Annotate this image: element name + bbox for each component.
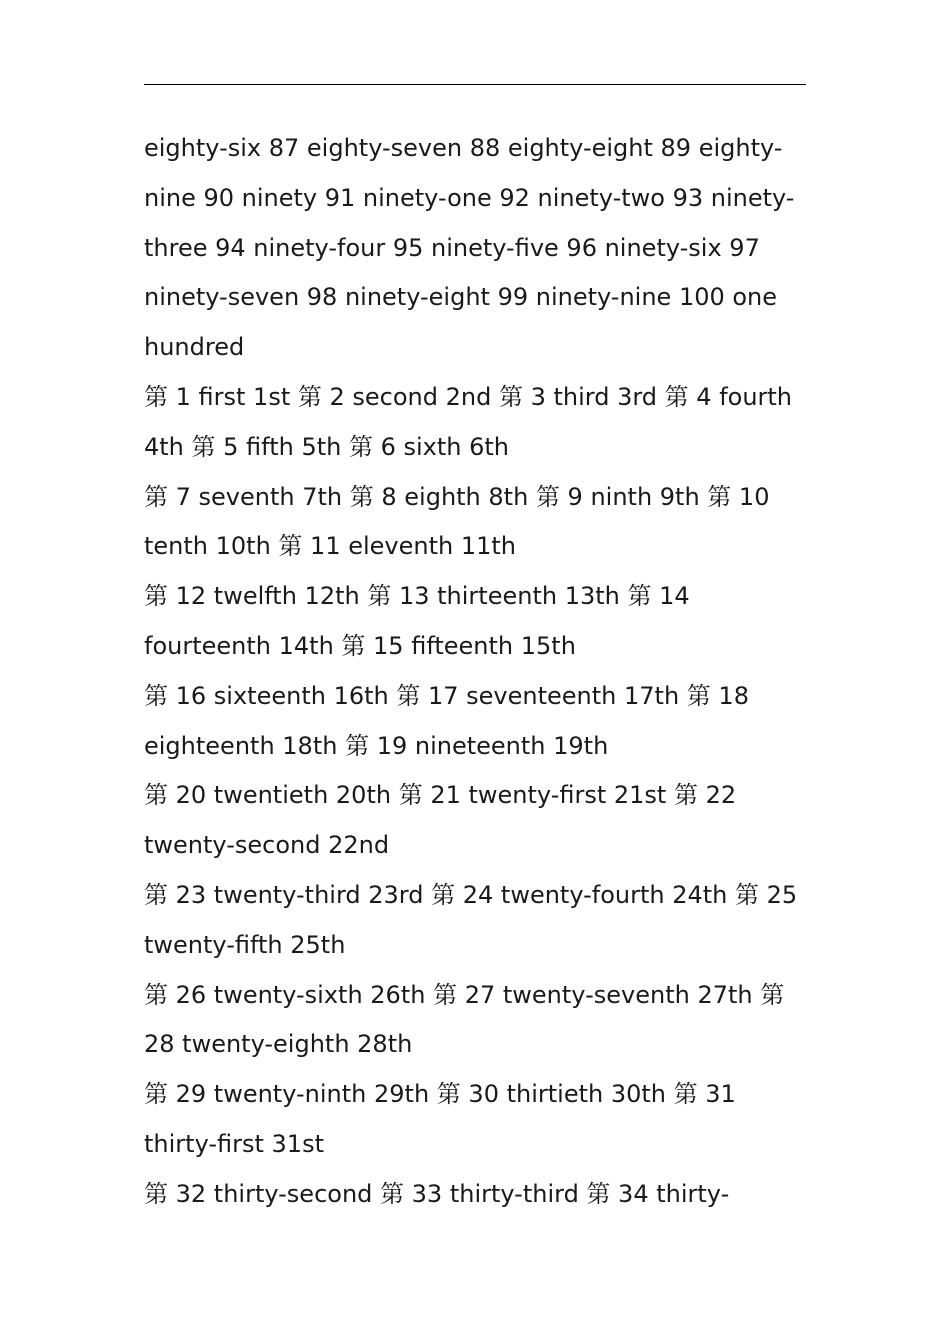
text-line: ninety-seven 98 ninety-eight 99 ninety-nine 100 one — [144, 283, 778, 312]
text-line: 第 20 twentieth 20th 第 21 twenty-first 21st 第 22 — [144, 781, 737, 810]
header-rule — [144, 84, 806, 85]
text-line: tenth 10th 第 11 eleventh 11th — [144, 532, 517, 561]
text-line: 第 29 twenty-ninth 29th 第 30 thirtieth 30th 第 31 — [144, 1080, 736, 1109]
text-line: eighty-six 87 eighty-seven 88 eighty-eight 89 eighty- — [144, 134, 783, 162]
text-line: 第 16 sixteenth 16th 第 17 seventeenth 17th 第 18 — [144, 681, 749, 710]
text-line: eighteenth 18th 第 19 nineteenth 19th — [144, 731, 609, 760]
text-line: 第 26 twenty-sixth 26th 第 27 twenty-seventh 27th 第 — [144, 980, 785, 1009]
text-line: three 94 ninety-four 95 ninety-five 96 ninety-six 97 — [144, 233, 760, 262]
text-line: 4th 第 5 fifth 5th 第 6 sixth 6th — [144, 432, 510, 461]
text-line: nine 90 ninety 91 ninety-one 92 ninety-two 93 ninety- — [144, 183, 795, 212]
text-line: twenty-fifth 25th — [144, 930, 346, 959]
text-line: 第 7 seventh 7th 第 8 eighth 8th 第 9 ninth 9th 第 10 — [144, 482, 770, 511]
text-line: hundred — [144, 333, 245, 362]
text-line: 28 twenty-eighth 28th — [144, 1030, 413, 1059]
text-line: 第 23 twenty-third 23rd 第 24 twenty-fourth 24th 第 25 — [144, 880, 798, 909]
text-line: twenty-second 22nd — [144, 831, 390, 860]
text-line: 第 1 first 1st 第 2 second 2nd 第 3 third 3rd 第 4 fourth — [144, 382, 793, 411]
body-text — [144, 124, 824, 1220]
text-line: fourteenth 14th 第 15 fifteenth 15th — [144, 631, 576, 660]
text-line: 第 32 thirty-second 第 33 thirty-third 第 34 thirty- — [144, 1179, 730, 1208]
text-line: 第 12 twelfth 12th 第 13 thirteenth 13th 第 14 — [144, 582, 690, 611]
text-line: thirty-first 31st — [144, 1129, 324, 1158]
